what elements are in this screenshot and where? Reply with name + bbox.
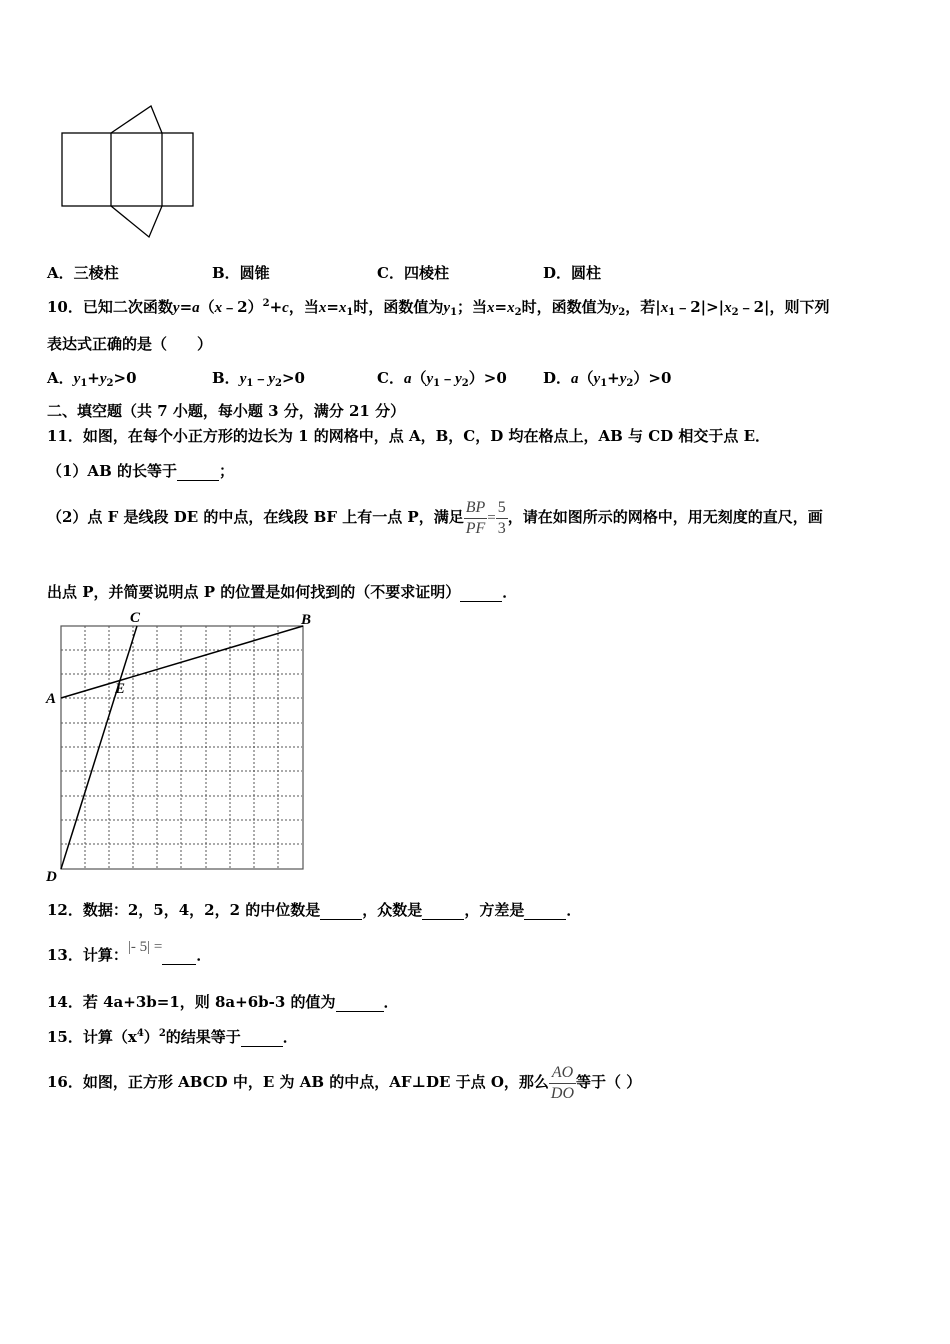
q16: 16．如图，正方形 ABCD 中，E 为 AB 的中点，AF⊥DE 于点 O，那么 $\frac{AO}{DO}$ 等于（ ） [47,1063,642,1102]
bp-pf-fraction: $\frac{BP}{PF}$ [465,498,486,537]
answer-blank [241,1028,283,1047]
q9-option-a: A．三棱柱 [47,264,119,282]
q10-option-c: C．$a(y_1﹣y_2)>0$ [377,369,507,389]
q9-option-b: B．圆锥 [212,264,270,282]
q11-part2: （2）点 F 是线段 DE 的中点，在线段 BF 上有一点 P，满足 $\frac{BP}{PF}$ = $\frac{5}{3}$ ，请在如图所示的网格中，用无刻度的直尺，画 [47,498,823,537]
abs-expression: |- 5| = [127,939,163,955]
label-d: D [46,869,57,885]
segment-ab [61,626,303,698]
answer-blank [336,993,384,1012]
section-title: 二、填空题（共 7 小题，每小题 3 分，满分 21 分） [47,402,406,420]
answer-blank [162,946,196,965]
ratio-fraction: $\frac{5}{3}$ [497,498,506,537]
q15: 15．计算$(x^4)^2$的结果等于 ． [47,1028,298,1046]
ao-do-fraction: $\frac{AO}{DO}$ [550,1063,575,1102]
answer-blank [177,462,219,481]
q14: 14．若 4a+3b=1，则 8a+6b-3 的值为 ． [47,993,399,1011]
answer-blank [524,901,566,920]
answer-blank [422,901,464,920]
label-b: B [301,612,312,628]
q11-part2-line2: 出点 P，并简要说明点 P 的位置是如何找到的（不要求证明） ． [47,583,518,601]
q10-option-b: B．$y_1﹣y_2>0$ [212,369,305,389]
q11-part1: （1）AB 的长等于 ； [47,462,234,480]
answer-blank [320,901,362,920]
q10-stem: 10．已知二次函数y=a（x﹣2）$^2$+c，当$x=x_1$时，函数值为$y_1$；当$x=x_2$时，函数值为$y_2$，若$|x_1﹣2|>|x_2﹣2|$，则下列 [47,298,830,318]
q10-stem-line2: 表达式正确的是（ ） [47,335,213,353]
q9-option-d: D．圆柱 [543,264,602,282]
answer-blank [460,583,502,602]
q13: 13．计算：|- 5| = ． [47,939,212,964]
q10-option-a: A．$y_1+y_2>0$ [47,369,137,389]
triangular-prism-net-figure [55,100,205,245]
q11-grid-figure [40,605,330,887]
q9-option-c: C．四棱柱 [377,264,449,282]
label-a: A [46,691,57,707]
q12: 12．数据：2，5，4，2，2 的中位数是 ，众数是 ，方差是 ． [47,901,582,919]
label-c: C [130,610,141,626]
q10-option-d: D．$a(y_1+y_2)>0$ [543,369,672,389]
label-e: E [115,681,126,697]
q11-stem: 11．如图，在每个小正方形的边长为 1 的网格中，点 A，B，C，D 均在格点上，AB 与 CD 相交于点 E． [47,427,771,445]
